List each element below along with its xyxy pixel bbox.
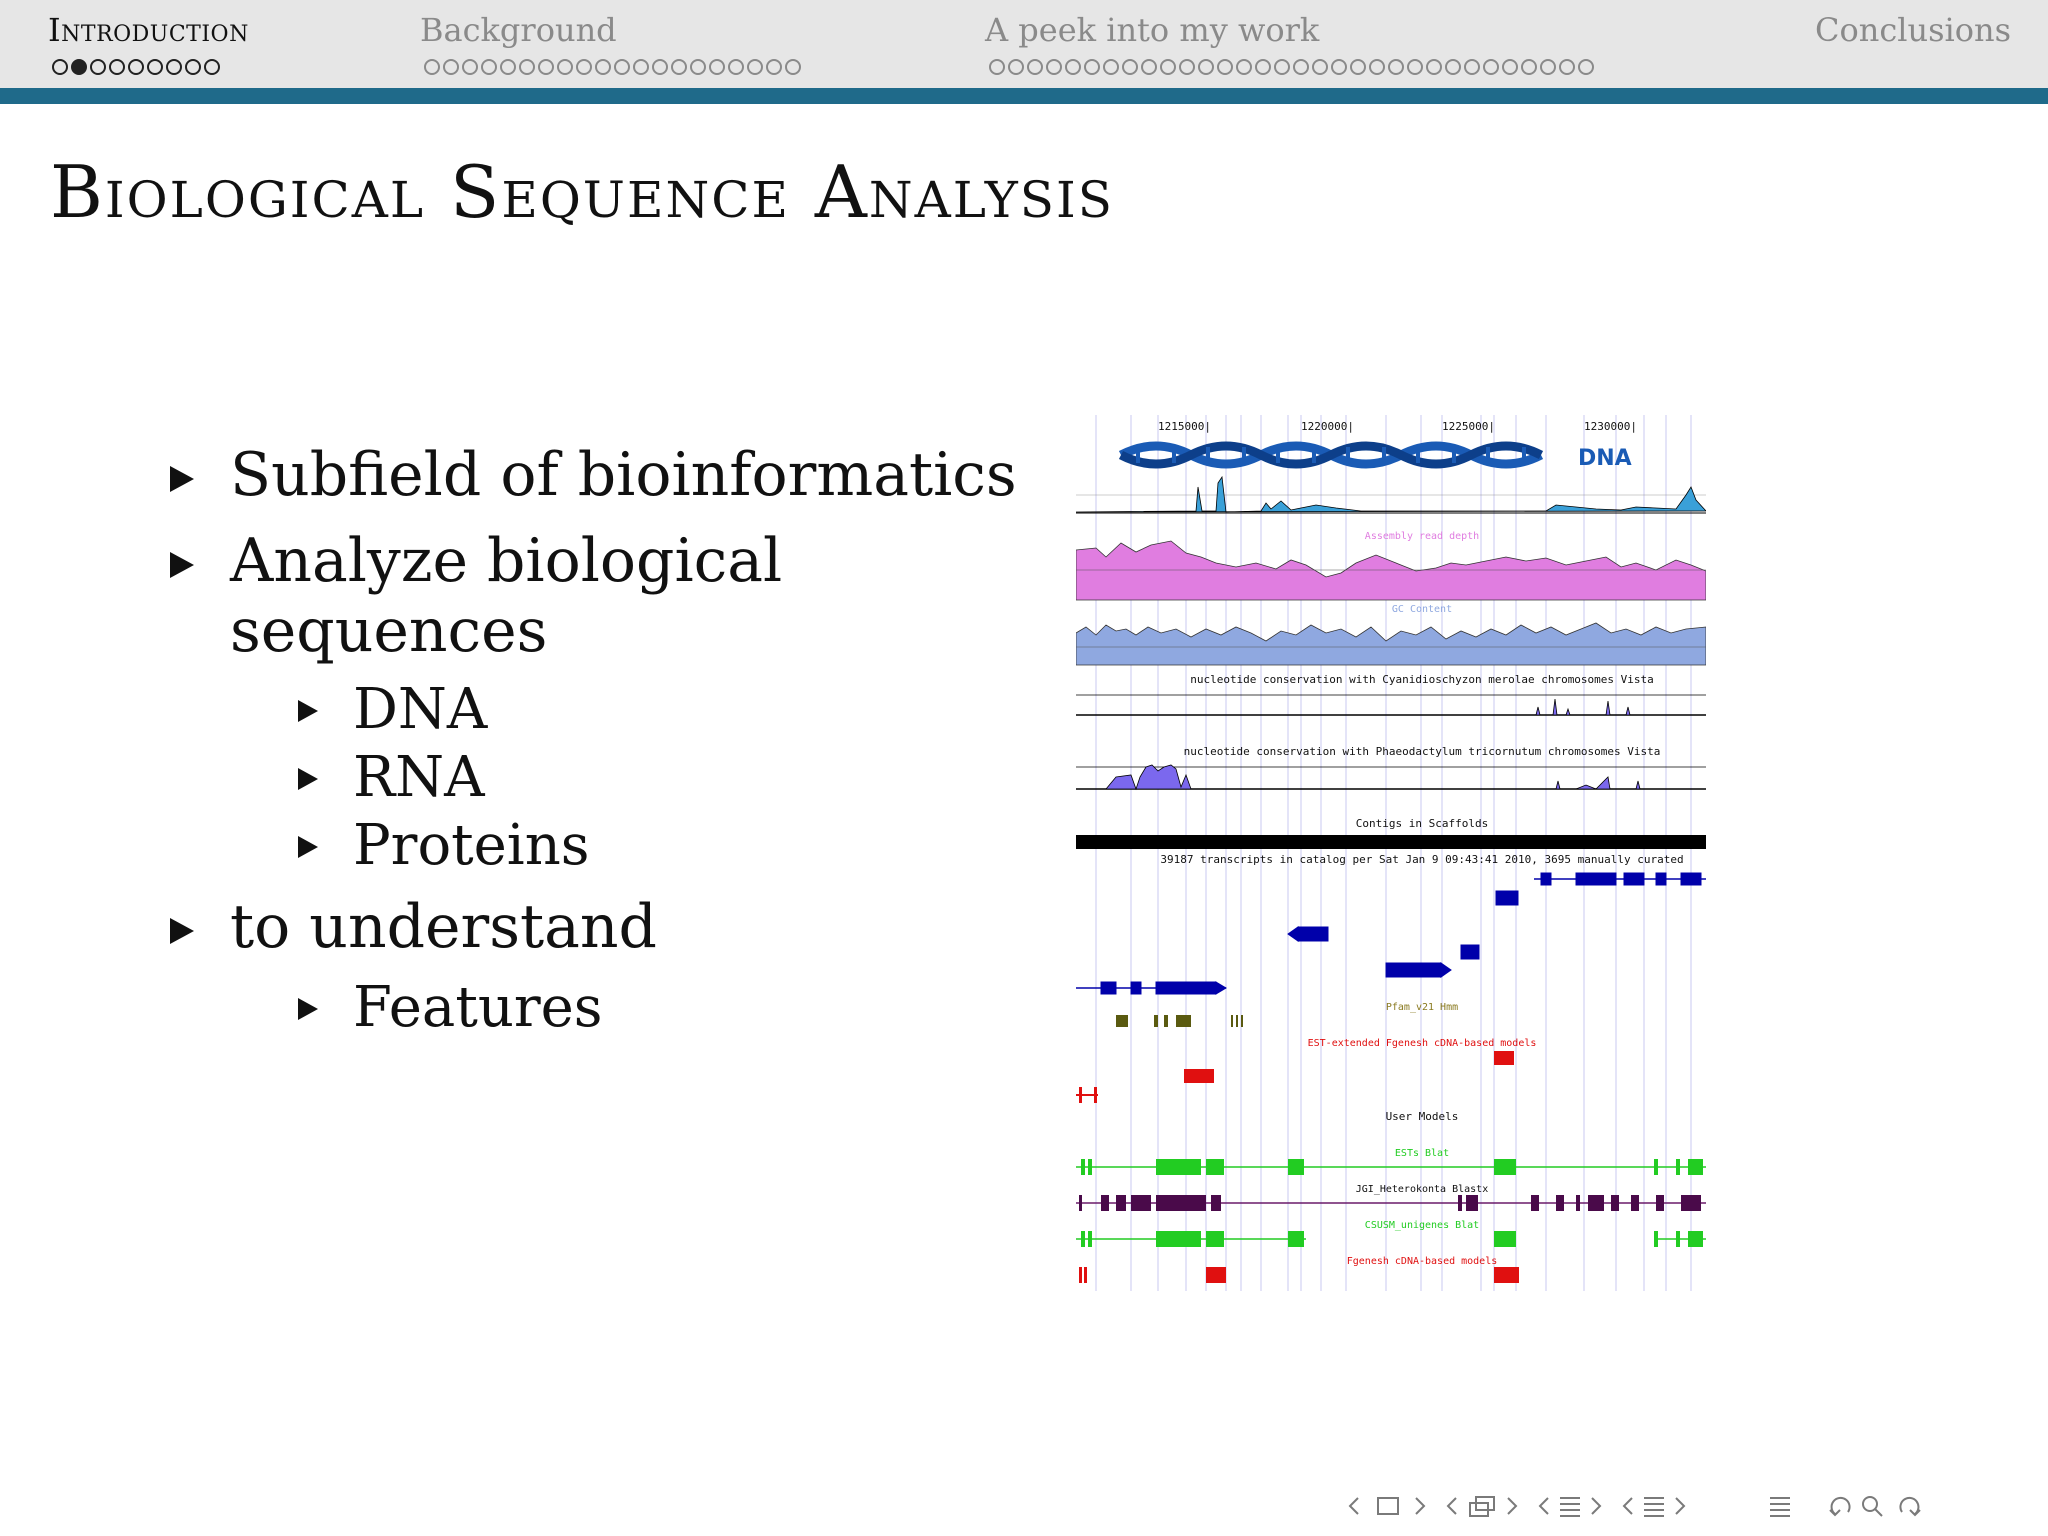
nav-frame-dot[interactable] xyxy=(1027,59,1043,75)
jgi-blastx-track xyxy=(1076,1195,1706,1211)
bullet-list xyxy=(160,440,1020,1042)
bullet-triangle-icon xyxy=(170,552,194,578)
nav-frame-dot[interactable] xyxy=(1445,59,1461,75)
ruler xyxy=(1158,420,1637,433)
sub-bullet-triangle-icon xyxy=(298,768,318,790)
sub-bullet-item: RNA xyxy=(160,744,1020,812)
bullet-triangle-icon xyxy=(170,466,194,492)
nav-frame-dot[interactable] xyxy=(633,59,649,75)
bullet-item: Analyze biological sequences xyxy=(160,526,1020,666)
sub-bullet-triangle-icon xyxy=(298,836,318,858)
nav-frame-dot[interactable] xyxy=(147,59,163,75)
slide-title: Biological Sequence Analysis xyxy=(50,150,1114,234)
bullet-item: Subfield of bioinformatics xyxy=(160,440,1020,510)
csusm-blat-track xyxy=(1076,1231,1706,1247)
contig-bar xyxy=(1076,835,1706,849)
slide-icon xyxy=(1644,1498,1664,1516)
nav-frame-dot[interactable] xyxy=(1274,59,1290,75)
nav-dots-peek[interactable] xyxy=(989,56,1597,80)
track-label: JGI_Heterokonta Blastx xyxy=(1355,1184,1489,1195)
track-label: nucleotide conservation with Phaeodactylum tricornutum chromosomes Vista xyxy=(1183,745,1661,758)
nav-frame-dot[interactable] xyxy=(1312,59,1328,75)
navigation-header xyxy=(0,0,2048,88)
sub-bullet-item: DNA xyxy=(160,676,1020,744)
beamer-navigation-controls xyxy=(1330,1488,2040,1524)
sub-bullet-item: Features xyxy=(160,974,1020,1042)
nav-frame-dot[interactable] xyxy=(1369,59,1385,75)
nav-frame-dot[interactable] xyxy=(500,59,516,75)
nav-frame-dot[interactable] xyxy=(52,59,68,75)
nav-frame-dot[interactable] xyxy=(128,59,144,75)
ruler-label: 1215000| xyxy=(1158,420,1211,433)
nav-frame-dot[interactable] xyxy=(1046,59,1062,75)
nav-section-introduction[interactable]: Introduction xyxy=(48,11,249,49)
bullet-item: to understand xyxy=(160,892,1020,962)
track-label: CSUSM_unigenes Blat xyxy=(1364,1220,1480,1231)
header-rule xyxy=(0,88,2048,104)
frame-next-icon[interactable] xyxy=(1416,1498,1424,1514)
ruler-label: 1220000| xyxy=(1301,420,1354,433)
subsection-prev-icon[interactable] xyxy=(1448,1498,1456,1514)
gc-content-track xyxy=(1076,623,1706,665)
nav-frame-dot[interactable] xyxy=(1008,59,1024,75)
nav-frame-dot[interactable] xyxy=(1521,59,1537,75)
nav-frame-dot[interactable] xyxy=(1217,59,1233,75)
track-label: nucleotide conservation with Cyanidioschyzon merolae chromosomes Vista xyxy=(1190,673,1654,686)
nav-frame-dot[interactable] xyxy=(690,59,706,75)
coverage-track xyxy=(1076,477,1706,512)
nav-frame-dot[interactable] xyxy=(785,59,801,75)
nav-frame-dot[interactable] xyxy=(1179,59,1195,75)
dna-helix-icon xyxy=(1121,446,1541,464)
track-label: Pfam_v21 Hmm xyxy=(1385,1002,1459,1013)
est-extended-models xyxy=(1076,1051,1514,1103)
nav-dots-introduction[interactable] xyxy=(52,56,223,80)
assembly-depth-track xyxy=(1076,541,1706,600)
nav-frame-dot[interactable] xyxy=(747,59,763,75)
nav-frame-dot[interactable] xyxy=(614,59,630,75)
nav-frame-dot[interactable] xyxy=(481,59,497,75)
nav-frame-dot[interactable] xyxy=(109,59,125,75)
nav-frame-dot[interactable] xyxy=(1293,59,1309,75)
nav-frame-dot[interactable] xyxy=(204,59,220,75)
slide-prev-icon[interactable] xyxy=(1624,1498,1632,1514)
nav-section-conclusions[interactable]: Conclusions xyxy=(1815,11,2012,49)
nav-frame-dot[interactable] xyxy=(709,59,725,75)
bullet-triangle-icon xyxy=(170,918,194,944)
nav-frame-dot[interactable] xyxy=(1540,59,1556,75)
track-label: Fgenesh cDNA-based models xyxy=(1346,1256,1498,1267)
nav-frame-dot[interactable] xyxy=(1084,59,1100,75)
nav-frame-dot[interactable] xyxy=(1502,59,1518,75)
nav-section-background[interactable]: Background xyxy=(420,11,617,49)
nav-frame-dot[interactable] xyxy=(1122,59,1138,75)
section-prev-icon[interactable] xyxy=(1540,1498,1548,1514)
nav-frame-dot[interactable] xyxy=(1255,59,1271,75)
est-blat-track xyxy=(1076,1159,1706,1175)
nav-frame-dot[interactable] xyxy=(71,59,87,75)
nav-frame-dot[interactable] xyxy=(1578,59,1594,75)
nav-frame-dot[interactable] xyxy=(1559,59,1575,75)
nav-frame-dot[interactable] xyxy=(1103,59,1119,75)
nav-frame-dot[interactable] xyxy=(1483,59,1499,75)
search-icon[interactable] xyxy=(1863,1497,1882,1516)
dna-label: DNA xyxy=(1578,446,1632,471)
ruler-label: 1230000| xyxy=(1584,420,1637,433)
sub-bullet-item: Proteins xyxy=(160,812,1020,880)
nav-frame-dot[interactable] xyxy=(989,59,1005,75)
nav-frame-dot[interactable] xyxy=(1236,59,1252,75)
ruler-label: 1225000| xyxy=(1442,420,1495,433)
track-label: EST-extended Fgenesh cDNA-based models xyxy=(1307,1038,1537,1049)
nav-frame-dot[interactable] xyxy=(728,59,744,75)
nav-frame-dot[interactable] xyxy=(1065,59,1081,75)
sub-bullet-triangle-icon xyxy=(298,700,318,722)
track-label: Assembly read depth xyxy=(1364,531,1480,542)
forward-icon[interactable] xyxy=(1900,1498,1920,1515)
nav-frame-dot[interactable] xyxy=(166,59,182,75)
nav-frame-dot[interactable] xyxy=(557,59,573,75)
nav-frame-dot[interactable] xyxy=(1198,59,1214,75)
track-label: GC Content xyxy=(1391,604,1453,615)
nav-section-peek[interactable]: A peek into my work xyxy=(985,11,1320,49)
genome-browser-figure xyxy=(1076,415,1706,1291)
nav-frame-dot[interactable] xyxy=(443,59,459,75)
nav-frame-dot[interactable] xyxy=(185,59,201,75)
nav-frame-dot[interactable] xyxy=(462,59,478,75)
nav-frame-dot[interactable] xyxy=(1331,59,1347,75)
subsection-icon xyxy=(1470,1497,1494,1516)
nav-frame-dot[interactable] xyxy=(1350,59,1366,75)
transcript-models xyxy=(1076,873,1706,994)
section-next-icon[interactable] xyxy=(1592,1498,1600,1514)
nav-frame-dot[interactable] xyxy=(766,59,782,75)
nav-frame-dot[interactable] xyxy=(1141,59,1157,75)
nav-frame-dot[interactable] xyxy=(1426,59,1442,75)
frame-icon xyxy=(1378,1498,1398,1514)
subsection-next-icon[interactable] xyxy=(1508,1498,1516,1514)
sub-bullet-triangle-icon xyxy=(298,998,318,1020)
nav-frame-dot[interactable] xyxy=(1160,59,1176,75)
pfam-domains xyxy=(1116,1015,1243,1027)
track-label: User Models xyxy=(1385,1110,1459,1123)
slide-next-icon[interactable] xyxy=(1676,1498,1684,1514)
nav-frame-dot[interactable] xyxy=(652,59,668,75)
nav-frame-dot[interactable] xyxy=(424,59,440,75)
nav-frame-dot[interactable] xyxy=(519,59,535,75)
track-label: 39187 transcripts in catalog per Sat Jan 9 09:43:41 2010, 3695 manually curated xyxy=(1160,853,1684,866)
nav-frame-dot[interactable] xyxy=(1388,59,1404,75)
track-label: Contigs in Scaffolds xyxy=(1355,817,1489,830)
nav-frame-dot[interactable] xyxy=(538,59,554,75)
track-label: ESTs Blat xyxy=(1394,1148,1450,1159)
nav-frame-dot[interactable] xyxy=(90,59,106,75)
fgenesh-models xyxy=(1079,1267,1519,1283)
nav-frame-dot[interactable] xyxy=(595,59,611,75)
toc-icon[interactable] xyxy=(1770,1498,1790,1516)
nav-frame-dot[interactable] xyxy=(1407,59,1423,75)
frame-prev-icon[interactable] xyxy=(1350,1498,1358,1514)
back-icon[interactable] xyxy=(1830,1498,1850,1515)
section-icon xyxy=(1560,1498,1580,1516)
nav-frame-dot[interactable] xyxy=(1464,59,1480,75)
nav-dots-background[interactable] xyxy=(424,56,804,80)
nav-frame-dot[interactable] xyxy=(576,59,592,75)
nav-frame-dot[interactable] xyxy=(671,59,687,75)
